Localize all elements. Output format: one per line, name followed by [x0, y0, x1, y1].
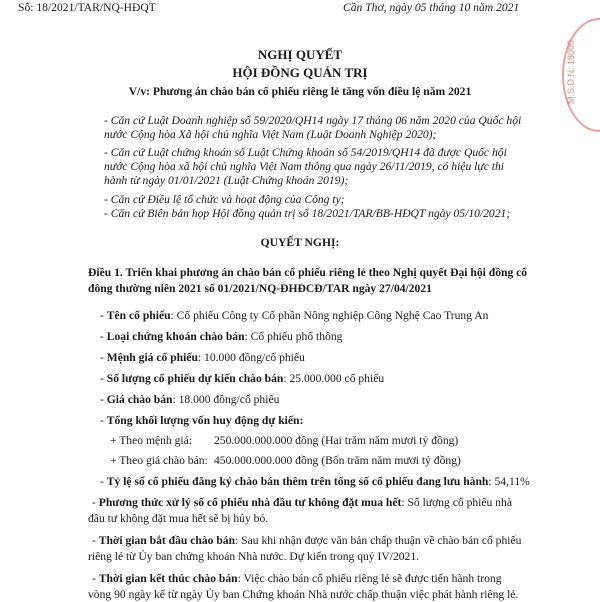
item-security-type: - Loại chứng khoán chào bán: Cổ phiếu phổ thông: [100, 330, 343, 343]
basis-line: - Căn cứ Điều lệ tổ chức và hoạt động của Công ty;: [104, 193, 345, 206]
basis-line: - Căn cứ Biên bản họp Hội đồng quản trị số 18/2021/TAR/BB-HĐQT ngày 05/10/2021;: [104, 207, 511, 220]
item-ratio: - Tỷ lệ số cổ phiếu đăng ký chào bán thêm trên tổng số cổ phiếu đang lưu hành: 54,11%: [100, 475, 530, 488]
document-issuer: HỘI ĐỒNG QUẢN TRỊ: [232, 65, 368, 80]
document-number: Số: 18/2021/TAR/NQ-HĐQT: [18, 1, 156, 14]
capital-par-amount: 250.000.000.000 đồng (Hai trăm năm mươi tỷ đồng): [214, 434, 459, 447]
basis-line: nước Cộng hòa Xã hội chủ nghĩa Việt Nam (Luật Doanh Nghiệp 2020);: [104, 128, 437, 141]
capital-par-label: + Theo mệnh giá:: [110, 434, 192, 447]
capital-offer-amount: 450.000.000.000 đồng (Bốn trăm năm mươi tỷ đồng): [214, 454, 461, 467]
item-stock-name: - Tên cổ phiếu: Cổ phiếu Công ty Cổ phần Nông nghiệp Công Nghệ Cao Trung An: [100, 309, 489, 322]
basis-line: - Căn cứ Luật Doanh nghiệp số 59/2020/QH14 ngày 17 tháng 06 năm 2020 của Quốc hội: [104, 114, 522, 127]
place-date: Cần Thơ, ngày 05 tháng 10 năm 2021: [343, 1, 520, 14]
item-start-time-cont: riêng lẻ từ Ủy ban chứng khoán Nhà nước. Dự kiến trong quý IV/2021.: [88, 550, 420, 563]
item-handling-cont: đầu tư không đặt mua hết sẽ bị hủy bỏ.: [88, 512, 269, 525]
basis-line: - Căn cứ Luật chứng khoán số Luật Chứng khoán số 54/2019/QH14 đã được Quốc hội: [104, 146, 507, 159]
item-par-value: - Mệnh giá cổ phiếu: 10.000 đồng/cổ phiếu: [100, 351, 305, 364]
capital-offer-label: + Theo giá chào bán:: [110, 454, 208, 467]
item-share-quantity: - Số lượng cổ phiếu dự kiến chào bán: 25.000.000 cổ phiếu: [100, 372, 385, 385]
basis-line: hành từ ngày 01/01/2021 (Luật Chứng khoán 2019);: [104, 174, 349, 187]
document-title: NGHỊ QUYẾT: [257, 47, 343, 62]
item-total-capital: - Tổng khối lượng vốn huy động dự kiến:: [100, 414, 304, 427]
document-subject: V/v: Phương án chào bán cổ phiếu riêng lẻ tăng vốn điều lệ năm 2021: [128, 85, 472, 98]
item-start-time: - Thời gian bắt đầu chào bán: Sau khi nhận được văn bản chấp thuận về chào bán cổ phiếu: [92, 534, 522, 547]
company-seal-text: M.S.D.N: 18000: [566, 40, 576, 105]
basis-line: nước Cộng hòa xã hội chủ nghĩa Việt Nam thông qua ngày 26/11/2019, có hiệu lực thi: [104, 160, 504, 173]
item-offer-price: - Giá chào bán: 18.000 đồng/cổ phiếu: [100, 393, 280, 406]
item-end-time-cont: vòng 90 ngày kể từ ngày Ủy ban Chứng khoán Nhà nước chấp thuận việc phát hành riêng lẻ.: [88, 588, 519, 601]
article-1-heading: Điều 1. Triển khai phương án chào bán cổ phiếu riêng lẻ theo Nghị quyết Đại hội đồng cổ: [88, 266, 528, 279]
article-1-heading-cont: đông thường niên 2021 số 01/2021/NQ-ĐHĐCĐ/TAR ngày 27/04/2021: [88, 282, 432, 295]
item-end-time: - Thời gian kết thúc chào bán: Việc chào bán cổ phiếu riêng lẻ sẽ được tiến hành trong: [92, 572, 502, 585]
item-handling: - Phương thức xử lý số cổ phiếu nhà đầu tư không đặt mua hết: Số lượng cổ phiếu nhà: [92, 496, 512, 509]
resolves-heading: QUYẾT NGHỊ:: [260, 236, 340, 249]
